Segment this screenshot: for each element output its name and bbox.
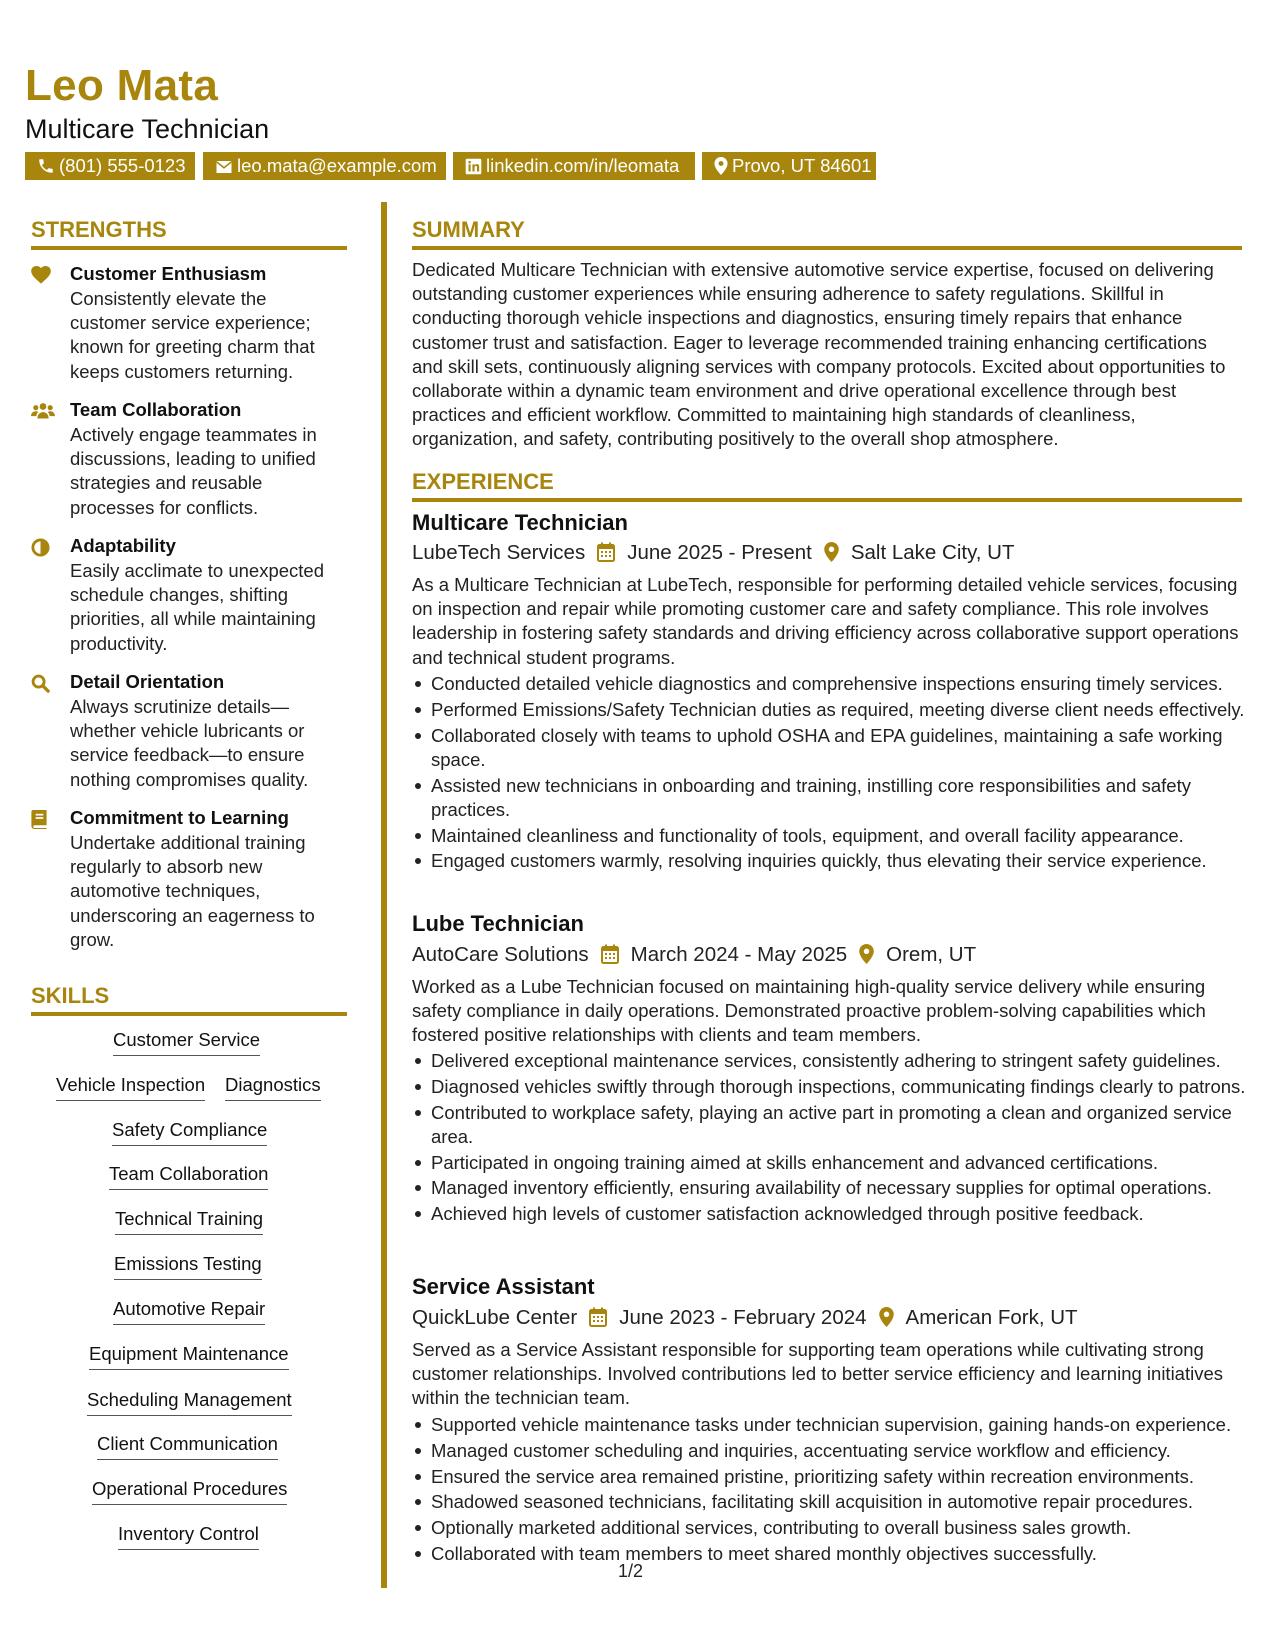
job-location: American Fork, UT [905,1306,1078,1329]
job-description: Worked as a Lube Technician focused on maintaining high-quality service delivery while ensuring safety compliance in daily operations. Demonstrated proactive problem-solving capabilities which fostered positive relationships with clients and team members. [412,976,1206,1046]
summary-text: Dedicated Multicare Technician with extensive automotive service expertise, focused on delivering outstanding customer experiences while ensuring adherence to safety regulations. Skillful in conducting thorough vehicle inspections and diagnostics, ensuring timely repairs that enhance customer trust and satisfaction. Eager to leverage recommended training enhancing certifications and skill sets, continuously aligning services with company protocols. Excited about opportunities to collaborate within a dynamic team environment and drive operational excellence through best practices and efficient workflow. Committed to maintaining high standards of cleanliness, organization, and safety, contributing positively to the overall shop atmosphere. [412,259,1226,450]
skill-tag: Inventory Control [118,1522,259,1550]
strength-desc: Always scrutinize details—whether vehicle lubricants or service feedback—to ensure nothing compromises quality. [70,696,309,790]
list-item: Managed customer scheduling and inquiries, accentuating service workflow and efficiency. [431,1439,1261,1463]
job-company: QuickLube Center [412,1306,578,1329]
envelope-icon [215,159,233,175]
linkedin-chip[interactable] [453,152,695,180]
list-item: Maintained cleanliness and functionality of tools, equipment, and overall facility appearance. [431,824,1261,848]
phone-chip[interactable] [25,152,195,180]
strengths-rule [31,246,347,250]
heart-icon [31,266,55,286]
list-item: Engaged customers warmly, resolving inquiries quickly, thus elevating their service experience. [431,849,1261,873]
job-bullets [412,1049,1261,1228]
job-meta [412,539,1015,567]
phone-text: (801) 555-0123 [59,155,186,176]
map-pin-icon [824,542,839,562]
list-item: Diagnosed vehicles swiftly through thorough inspections, communicating findings clearly to patrons. [431,1075,1261,1099]
list-item: Participated in ongoing training aimed at skills enhancement and advanced certifications. [431,1151,1261,1175]
list-item: Delivered exceptional maintenance services, consistently adhering to stringent safety guidelines. [431,1049,1261,1073]
summary-rule [412,246,1242,250]
strength-title: Team Collaboration [70,399,242,420]
search-icon [31,674,55,694]
candidate-name: Leo Mata [25,61,219,110]
list-item: Ensured the service area remained pristine, prioritizing safety within recreation environments. [431,1465,1261,1489]
column-divider [381,202,387,1588]
users-icon [31,402,55,422]
list-item: Contributed to workplace safety, playing an active part in promoting a clean and organized service area. [431,1101,1261,1149]
page-number: 1/2 [618,1561,644,1581]
job-company: LubeTech Services [412,541,586,564]
job-description: Served as a Service Assistant responsible for supporting team operations while cultivating strong customer relationships. Involved contributions led to better service efficiency and learning initiatives within the technician team. [412,1339,1224,1409]
job-dates: June 2023 - February 2024 [619,1306,867,1329]
map-pin-icon [714,157,728,175]
job-meta [412,1304,1078,1332]
summary-heading: SUMMARY [412,217,525,242]
job-title: Lube Technician [412,911,584,936]
job-dates: March 2024 - May 2025 [630,943,848,966]
linkedin-icon [465,158,482,175]
experience-rule [412,498,1242,502]
list-item: Conducted detailed vehicle diagnostics and comprehensive inspections ensuring timely services. [431,672,1261,696]
skill-tag: Diagnostics [225,1073,321,1101]
strengths-heading: STRENGTHS [31,217,167,242]
list-item: Collaborated closely with teams to uphold OSHA and EPA guidelines, maintaining a safe working space. [431,724,1261,772]
job-bullets [412,672,1261,875]
skill-tag: Vehicle Inspection [56,1073,205,1101]
list-item: Achieved high levels of customer satisfaction acknowledged through positive feedback. [431,1202,1261,1226]
calendar-icon [597,542,615,562]
candidate-title: Multicare Technician [25,114,270,144]
map-pin-icon [879,1307,894,1327]
skill-tag: Emissions Testing [114,1252,262,1280]
email-chip[interactable] [203,152,446,180]
job-dates: June 2025 - Present [627,541,812,564]
strength-desc: Easily acclimate to unexpected schedule changes, shifting priorities, all while maintaining productivity. [70,560,324,654]
book-icon [31,810,55,830]
skill-tag: Technical Training [115,1207,263,1235]
strength-title: Customer Enthusiasm [70,263,267,284]
map-pin-icon [859,944,874,964]
list-item: Performed Emissions/Safety Technician duties as required, meeting diverse client needs effectively. [431,698,1261,722]
job-location: Salt Lake City, UT [850,541,1015,564]
strength-title: Detail Orientation [70,671,225,692]
calendar-icon [589,1307,607,1327]
calendar-icon [601,944,619,964]
skills-heading: SKILLS [31,983,110,1008]
list-item: Managed inventory efficiently, ensuring availability of necessary supplies for optimal operations. [431,1176,1261,1200]
list-item: Supported vehicle maintenance tasks under technician supervision, gaining hands-on experience. [431,1413,1261,1437]
linkedin-text: linkedin.com/in/leomata [486,155,680,176]
job-description: As a Multicare Technician at LubeTech, responsible for performing detailed vehicle services, focusing on inspection and repair while promoting customer care and safety compliance. This role involves leadership in fostering safety standards and driving efficiency across collaborative support operations and technical student programs. [412,574,1239,668]
skill-tag: Customer Service [113,1028,260,1056]
skill-tag: Equipment Maintenance [89,1342,289,1370]
job-company: AutoCare Solutions [412,943,589,966]
job-title: Multicare Technician [412,510,628,535]
skill-tag: Client Communication [97,1432,278,1460]
skill-tag: Operational Procedures [92,1477,287,1505]
experience-heading: EXPERIENCE [412,469,554,494]
skills-rule [31,1012,347,1016]
list-item: Collaborated with team members to meet shared monthly objectives successfully. [431,1542,1261,1566]
half-circle-icon [31,538,55,558]
location-text: Provo, UT 84601 [732,155,872,176]
email-text: leo.mata@example.com [237,155,437,176]
job-bullets [412,1413,1261,1568]
list-item: Shadowed seasoned technicians, facilitating skill acquisition in automotive repair procedures. [431,1490,1261,1514]
skill-tag: Team Collaboration [109,1162,268,1190]
strength-desc: Actively engage teammates in discussions, leading to unified strategies and reusable processes for conflicts. [70,424,317,518]
job-title: Service Assistant [412,1274,595,1299]
strength-desc: Undertake additional training regularly to absorb new automotive techniques, underscoring an eagerness to grow. [70,832,315,950]
job-location: Orem, UT [886,943,977,966]
location-chip [702,152,876,180]
phone-icon [37,157,55,175]
list-item: Assisted new technicians in onboarding and training, instilling core responsibilities and safety practices. [431,774,1261,822]
strength-desc: Consistently elevate the customer service experience; known for greeting charm that keeps customers returning. [70,288,315,382]
list-item: Optionally marketed additional services, contributing to overall business sales growth. [431,1516,1261,1540]
skill-tag: Safety Compliance [112,1118,267,1146]
strength-title: Commitment to Learning [70,807,289,828]
skill-tag: Automotive Repair [113,1297,265,1325]
job-meta [412,941,976,969]
skill-tag: Scheduling Management [87,1388,292,1416]
strength-title: Adaptability [70,535,176,556]
